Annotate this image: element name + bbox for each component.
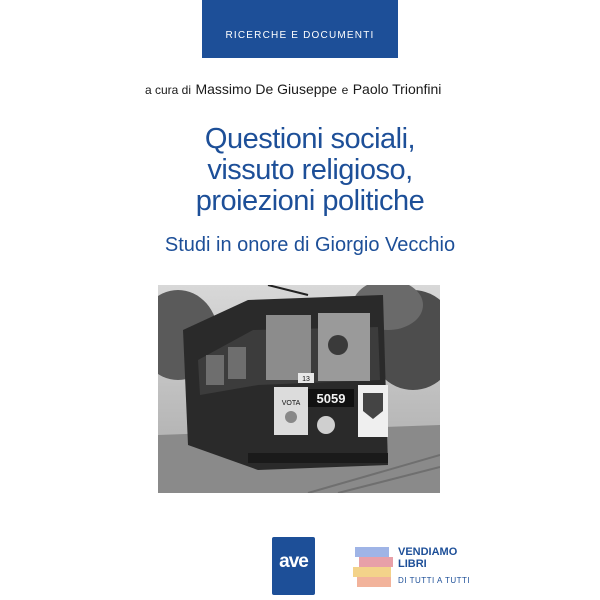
tram-window-left	[266, 315, 311, 380]
book-title	[160, 124, 460, 217]
series-band	[202, 0, 398, 58]
editors-prefix: a cura di	[145, 83, 192, 97]
tram-photo	[158, 285, 440, 493]
cover-photo	[158, 285, 440, 493]
book-subtitle: Studi in onore di Giorgio Vecchio	[164, 234, 456, 256]
promo-tagline: DI TUTTI A TUTTI	[398, 576, 471, 585]
headlight	[317, 416, 335, 434]
editors-joiner: e	[341, 83, 349, 97]
editors-line	[145, 81, 475, 99]
publisher-logo-text: ave	[279, 551, 308, 572]
books-stack-icon	[353, 543, 397, 593]
promo-title	[398, 546, 457, 570]
car-label: 13	[302, 376, 310, 383]
promo-line-2: LIBRI	[398, 558, 427, 570]
publisher-logo	[272, 537, 315, 595]
title-line-1: Questioni sociali,	[204, 123, 416, 155]
driver	[328, 335, 348, 355]
poster-text: VOTA	[281, 400, 301, 407]
editor-1: Massimo De Giuseppe	[195, 81, 338, 97]
tram-number: 5059	[316, 391, 346, 406]
title-line-2: vissuto religioso,	[207, 154, 413, 186]
title-line-3: proiezioni politiche	[195, 185, 425, 217]
series-label: RICERCHE E DOCUMENTI	[225, 30, 375, 41]
promo-line-1: VENDIAMO	[398, 546, 458, 558]
editor-2: Paolo Trionfini	[352, 81, 442, 97]
